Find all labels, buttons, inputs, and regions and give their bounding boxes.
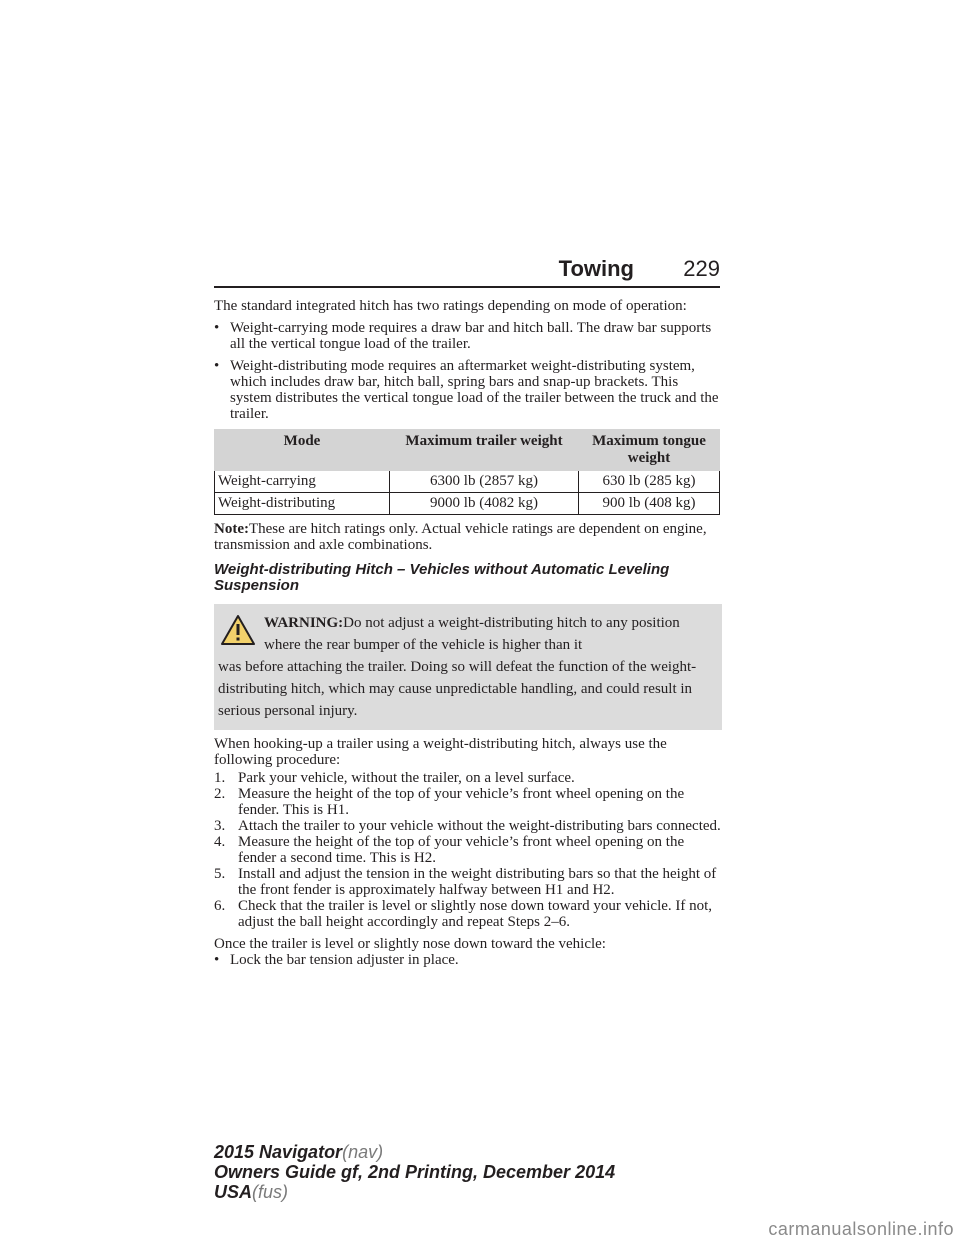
step-text: Park your vehicle, without the trailer, on a level surface. (238, 770, 575, 786)
note-text: These are hitch ratings only. Actual vehicle ratings are dependent on engine, transmission and axle combinations. (214, 521, 707, 553)
footer-line-region (214, 1182, 615, 1202)
table-cell: 6300 lb (2857 kg) (390, 471, 579, 493)
step-text: Attach the trailer to your vehicle without the weight-distributing bars connected. (238, 818, 721, 834)
header-rule (214, 286, 720, 288)
step-number: 4. (214, 834, 226, 850)
page-number: 229 (683, 256, 720, 281)
step-text: Install and adjust the tension in the weight distributing bars so that the height of the front fender is approximately halfway between H1 and H2. (238, 866, 717, 898)
warning-triangle-icon (220, 614, 256, 646)
table-cell: Weight-distributing (215, 493, 390, 515)
table-cell: 900 lb (408 kg) (579, 493, 720, 515)
bullet-icon: • (214, 952, 220, 968)
step-text: Check that the trailer is level or slightly nose down toward your vehicle. If not, adjust the ball height accordingly and repeat Steps 2–6. (238, 898, 713, 930)
footer-model-code: (nav) (342, 1142, 384, 1162)
list-item (214, 786, 722, 818)
column-header-max-tongue-weight: Maximum tongue weight (579, 430, 720, 471)
warning-first-line (218, 612, 716, 656)
step-number: 6. (214, 898, 226, 914)
step-number: 2. (214, 786, 226, 802)
table-cell: Weight-carrying (215, 471, 390, 493)
note-paragraph (214, 521, 722, 553)
site-watermark: carmanualsonline.info (768, 1219, 954, 1239)
list-item (214, 866, 722, 898)
list-item (214, 818, 722, 834)
closing-paragraph: Once the trailer is level or slightly nose down toward the vehicle: (214, 936, 606, 952)
table-cell: 9000 lb (4082 kg) (390, 493, 579, 515)
table-row (215, 493, 720, 515)
step-text: Measure the height of the top of your vehicle’s front wheel opening on the fender. This is H1. (238, 786, 685, 818)
list-item (214, 770, 722, 786)
footer-line-printing: Owners Guide gf, 2nd Printing, December 2014 (214, 1162, 616, 1182)
bullet-icon: • (214, 358, 220, 374)
warning-text-rest: was before attaching the trailer. Doing so will defeat the function of the weight-distributing hitch, which may cause unpredictable handling, and could result in serious personal injury. (218, 659, 697, 719)
footer-line-model (214, 1142, 615, 1162)
step-number: 3. (214, 818, 226, 834)
procedure-intro: When hooking-up a trailer using a weight-distributing hitch, always use the following procedure: (214, 736, 667, 768)
warning-box (214, 604, 722, 730)
subheading: Weight-distributing Hitch – Vehicles without Automatic Leveling Suspension (214, 561, 670, 594)
mode-item-weight-carrying (214, 320, 722, 352)
list-item (214, 834, 722, 866)
mode-item-weight-distributing (214, 358, 722, 422)
table-header-row (215, 430, 720, 471)
closing-list-item (214, 952, 722, 968)
closing-bullet-text: Lock the bar tension adjuster in place. (230, 952, 459, 968)
footer-region: USA (214, 1182, 253, 1202)
column-header-max-trailer-weight: Maximum trailer weight (390, 430, 579, 471)
section-title: Towing (558, 256, 634, 281)
warning-label: WARNING: (264, 615, 344, 631)
intro-paragraph: The standard integrated hitch has two ratings depending on mode of operation: (214, 298, 687, 314)
footer-model: 2015 Navigator (214, 1142, 343, 1162)
page-body (214, 298, 722, 968)
step-number: 5. (214, 866, 226, 882)
bullet-icon: • (214, 320, 220, 336)
table-cell: 630 lb (285 kg) (579, 471, 720, 493)
mode-text: Weight-carrying mode requires a draw bar and hitch ball. The draw bar supports all the vertical tongue load of the trailer. (230, 320, 712, 352)
hitch-ratings-table (214, 429, 720, 515)
table-row (215, 471, 720, 493)
column-header-mode: Mode (215, 430, 390, 471)
procedure-steps (214, 770, 722, 930)
list-item (214, 898, 722, 930)
step-text: Measure the height of the top of your vehicle’s front wheel opening on the fender a second time. This is H2. (238, 834, 685, 866)
note-label: Note: (214, 521, 249, 537)
step-number: 1. (214, 770, 226, 786)
footer-region-code: (fus) (252, 1182, 289, 1202)
warning-text-first: Do not adjust a weight-distributing hitch to any position where the rear bumper of the vehicle is higher than it (264, 615, 680, 653)
page-header (214, 252, 720, 290)
mode-text: Weight-distributing mode requires an aftermarket weight-distributing system, which includes draw bar, hitch ball, spring bars and snap-up brackets. This system distributes the vertical tongue load of the trailer between the truck and the trailer. (230, 358, 719, 422)
document-footer (214, 1142, 615, 1202)
